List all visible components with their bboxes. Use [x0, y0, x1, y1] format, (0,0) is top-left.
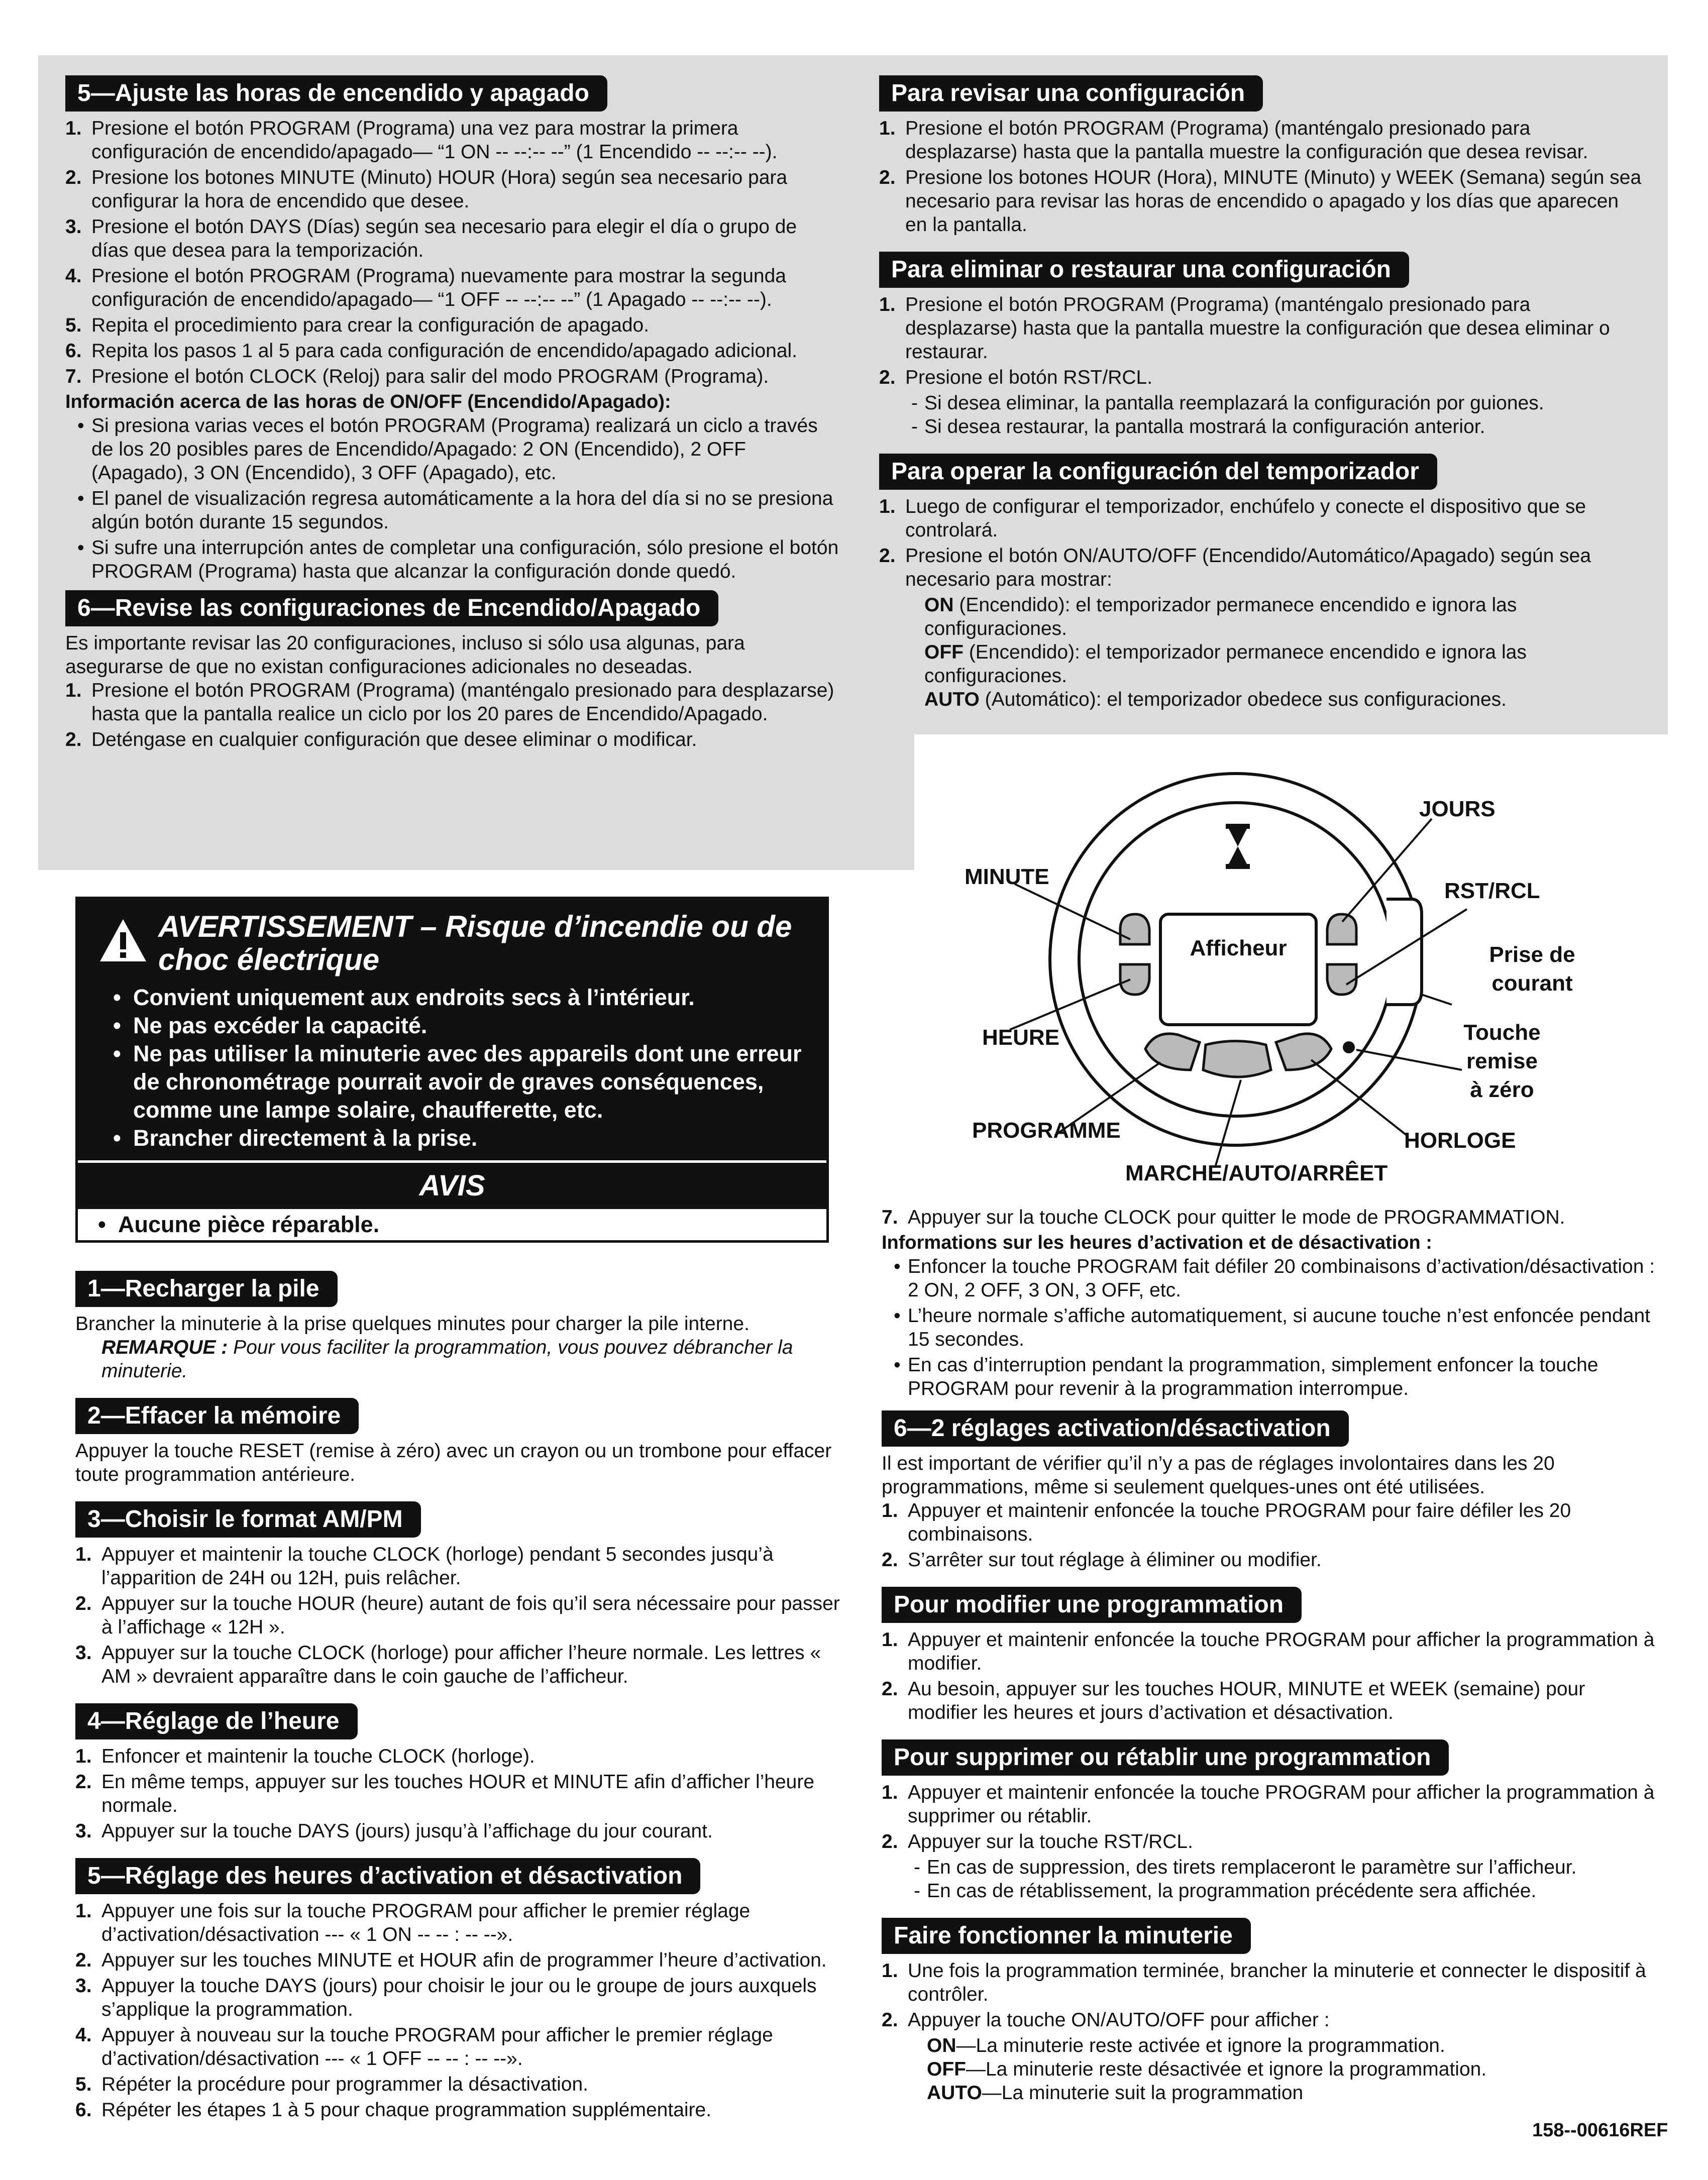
fr-s5-info-heading: Informations sur les heures d’activation et de désactivation : — [882, 1232, 1432, 1253]
list-item: 3. Appuyer la touche DAYS (jours) pour choisir le jour ou le groupe de jours auxquels s’applique la programmation. — [75, 1975, 817, 2020]
list-item: 3. Presione el botón DAYS (Días) según sea necesario para elegir el día o grupo de días que desea para la temporización. — [65, 216, 797, 261]
list-item: 2. En même temps, appuyer sur les touches HOUR et MINUTE afin d’afficher l’heure normale. — [75, 1771, 815, 1816]
notice-item: • Aucune pièce réparable. — [78, 1209, 826, 1240]
es-delete-heading: Para eliminar o restaurar una configuración — [879, 252, 1409, 288]
fr-s3-steps — [75, 1543, 844, 1688]
list-item: 2. Presione el botón ON/AUTO/OFF (Encendido/Automático/Apagado) según sea necesario para mostrar: — [879, 545, 1591, 590]
list-item: 1. Appuyer une fois sur la touche PROGRAM pour afficher le premier réglage d’activation/désactivation --- « 1 ON -- -- : -- --». — [75, 1900, 751, 1945]
mode-line: ON—La minuterie reste activée et ignore la programmation. — [927, 2035, 1445, 2056]
list-item: 4. Appuyer à nouveau sur la touche PROGRAM pour afficher le premier réglage d’activation/désactivation --- « 1 OFF -- -- : -- --». — [75, 2024, 773, 2069]
list-item: 1. Presione el botón PROGRAM (Programa) (manténgalo presionado para desplazarse) hasta que la pantalla muestre la configuración que desea eliminar o restaurar. — [879, 294, 1610, 363]
list-item: 6. Répéter les étapes 1 à 5 pour chaque programmation supplémentaire. — [75, 2099, 712, 2121]
list-item: • L’heure normale s’affiche automatiquement, si aucune touche n’est enfoncée pendant 15 secondes. — [882, 1304, 1655, 1351]
es-operate-steps — [879, 495, 1643, 591]
list-item: 1. Appuyer et maintenir enfoncée la touche PROGRAM pour afficher la programmation à modifier. — [882, 1629, 1655, 1674]
fr-s1-heading: 1—Recharger la pile — [75, 1271, 338, 1307]
fr-operate-steps — [882, 1959, 1655, 2032]
es-operate-heading: Para operar la configuración del temporizador — [879, 454, 1437, 490]
list-item: 6. Repita los pasos 1 al 5 para cada configuración de encendido/apagado adicional. — [65, 340, 798, 362]
es-s5-info-heading: Información acerca de las horas de ON/OFF (Encendido/Apagado): — [65, 391, 671, 412]
list-item: 1. Luego de configurar el temporizador, enchúfelo y conecte el dispositivo que se controlará. — [879, 496, 1586, 541]
list-item: 1. Appuyer et maintenir la touche CLOCK (horloge) pendant 5 secondes jusqu’à l’apparition de 24H ou 12H, puis relâcher. — [75, 1544, 774, 1589]
list-item: • Si presiona varias veces el botón PROGRAM (Programa) realizará un ciclo a través de los 20 posibles pares de Encendido/Apagado: 2 ON (Encendido), 2 OFF (Apagado), 3 ON (Encendido), 3 OFF (Apagado), etc. — [65, 414, 839, 485]
es-section-6 — [65, 590, 839, 751]
list-item: 3. Appuyer sur la touche DAYS (jours) jusqu’à l’affichage du jour courant. — [75, 1820, 713, 1842]
fr-delete-steps — [882, 1781, 1655, 1854]
list-item: • Brancher directement à la prise. — [93, 1124, 811, 1152]
fr-s6-heading: 6—2 réglages activation/désactivation — [882, 1410, 1349, 1447]
es-s6-steps — [65, 679, 839, 751]
timer-diagram — [924, 748, 1628, 1211]
list-item: 2. Appuyer sur les touches MINUTE et HOUR afin de programmer l’heure d’activation. — [75, 1949, 827, 1971]
list-item: 1. Presione el botón PROGRAM (Programa) una vez para mostrar la primera configuración de encendido/apagado— “1 ON -- --:-- --” (1 Encendido -- --:-- --). — [65, 118, 778, 163]
mode-line: OFF—La minuterie reste désactivée et ignore la programmation. — [927, 2058, 1487, 2080]
list-item: 1. Une fois la programmation terminée, brancher la minuterie et connecter le dispositif à contrôler. — [882, 1960, 1646, 2005]
fr-modify-section — [882, 1587, 1655, 1724]
mode-line: AUTO—La minuterie suit la programmation — [927, 2082, 1304, 2104]
es-s5-steps — [65, 117, 839, 388]
list-item: • En cas d’interruption pendant la programmation, simplement enfoncer la touche PROGRAM pour revenir à la programmation interrompue. — [882, 1353, 1655, 1400]
list-item: 2. Appuyer sur la touche HOUR (heure) autant de fois qu’il sera nécessaire pour passer à l’affichage « 12H ». — [75, 1593, 840, 1638]
list-item: 4. Presione el botón PROGRAM (Programa) nuevamente para mostrar la segunda configuración de encendido/apagado— “1 OFF -- --:-- --” (1 Apagado -- --:-- --). — [65, 265, 786, 310]
es-operate-section — [879, 454, 1643, 711]
display-screen — [1160, 914, 1316, 1025]
label-rst-rcl: RST/RCL — [1444, 879, 1540, 903]
label-jours: JOURS — [1419, 797, 1496, 821]
fr-s2-text: Appuyer la touche RESET (remise à zéro) avec un crayon ou un trombone pour effacer toute programmation antérieure. — [75, 1440, 832, 1485]
fr-s6-intro: Il est important de vérifier qu’il n’y a pas de réglages involontaires dans les 20 programmations, même si seulement quelques-unes ont été utilisées. — [882, 1453, 1555, 1498]
fr-s5-heading: 5—Réglage des heures d’activation et désactivation — [75, 1858, 700, 1894]
es-delete-steps — [879, 293, 1643, 389]
label-programme: PROGRAMME — [972, 1118, 1121, 1143]
mode-line: AUTO (Automático): el temporizador obedece sus configuraciones. — [924, 689, 1507, 710]
list-item: 2. Presione los botones MINUTE (Minuto) HOUR (Hora) según sea necesario para configurar la hora de encendido que desee. — [65, 167, 788, 212]
fr-modify-steps — [882, 1628, 1655, 1724]
fr-section-3 — [75, 1501, 844, 1688]
list-item: 2. Appuyer sur la touche RST/RCL. — [882, 1831, 1193, 1852]
warning-triangle-icon — [98, 917, 148, 963]
label-horloge: HORLOGE — [1404, 1128, 1516, 1153]
list-item: 2. Deténgase en cualquier configuración que desee eliminar o modificar. — [65, 729, 697, 750]
label-prise-line2: courant — [1491, 971, 1573, 996]
label-minute: MINUTE — [965, 864, 1049, 889]
fr-s5-steps — [75, 1899, 844, 2122]
list-item: - En cas de rétablissement, la programmation précédente sera affichée. — [882, 1879, 1655, 1903]
display-label: Afficheur — [1190, 936, 1287, 960]
mode-line: ON (Encendido): el temporizador permanece encendido e ignora las configuraciones. — [924, 594, 1517, 639]
fr-delete-heading: Pour supprimer ou rétablir une programmation — [882, 1739, 1449, 1776]
list-item: 3. Appuyer sur la touche CLOCK (horloge) pour afficher l’heure normale. Les lettres « AM » devraient apparaître dans le coin gauche de l’afficheur. — [75, 1642, 821, 1687]
fr-s1-remark: REMARQUE : Pour vous faciliter la programmation, vous pouvez débrancher la minuterie. — [101, 1337, 793, 1382]
list-item: - En cas de suppression, des tirets remplaceront le paramètre sur l’afficheur. — [882, 1856, 1655, 1879]
list-item: 2. S’arrêter sur tout réglage à éliminer ou modifier. — [882, 1549, 1322, 1571]
list-item: • El panel de visualización regresa automáticamente a la hora del día si no se presiona algún botón durante 15 segundos. — [65, 487, 839, 534]
fr-s3-heading: 3—Choisir le format AM/PM — [75, 1501, 421, 1538]
list-item: • Convient uniquement aux endroits secs à l’intérieur. — [93, 984, 811, 1012]
on-auto-off-button[interactable] — [1203, 1041, 1271, 1077]
es-s6-heading: 6—Revise las configuraciones de Encendido/Apagado — [65, 590, 718, 626]
fr-right-column — [882, 1206, 1655, 2120]
fr-operate-heading: Faire fonctionner la minuterie — [882, 1918, 1251, 1954]
fr-section-2 — [75, 1398, 844, 1486]
warning-header — [78, 899, 826, 984]
fr-left-column — [75, 1271, 844, 2137]
list-item: 2. Presione el botón RST/RCL. — [879, 367, 1153, 388]
list-item: 2. Appuyer la touche ON/AUTO/OFF pour afficher : — [882, 2009, 1330, 2031]
list-item: • Si sufre una interrupción antes de completar una configuración, sólo presione el botón PROGRAM (Programa) hasta que alcanzar la configuración donde quedó. — [65, 536, 839, 583]
list-item: 2. Presione los botones HOUR (Hora), MINUTE (Minuto) y WEEK (Semana) según sea necesario para revisar las horas de encendido o apagado y los días que aparecen en la pantalla. — [879, 167, 1642, 236]
es-delete-section — [879, 252, 1643, 439]
es-left-column — [65, 75, 839, 767]
notice-title: AVIS — [78, 1160, 826, 1209]
label-marche-auto-arret: MARCHE/AUTO/ARRÊET — [1125, 1161, 1388, 1185]
list-item: 1. Appuyer et maintenir enfoncée la touche PROGRAM pour afficher la programmation à supprimer ou rétablir. — [882, 1782, 1655, 1827]
fr-operate-section — [882, 1918, 1655, 2105]
list-item: 5. Répéter la procédure pour programmer la désactivation. — [75, 2074, 589, 2095]
fr-section-4 — [75, 1703, 844, 1843]
label-heure: HEURE — [982, 1025, 1060, 1050]
list-item: • Ne pas utiliser la minuterie avec des appareils dont une erreur de chronométrage pourrait avoir de graves conséquences, comme une lampe solaire, chaufferette, etc. — [93, 1040, 811, 1124]
es-review-heading: Para revisar una configuración — [879, 75, 1263, 112]
fr-s5-continued — [882, 1206, 1655, 1400]
fr-modify-heading: Pour modifier une programmation — [882, 1587, 1302, 1623]
fr-s4-heading: 4—Réglage de l’heure — [75, 1703, 358, 1739]
mode-line: OFF (Encendido): el temporizador permanece encendido e ignora las configuraciones. — [924, 641, 1527, 687]
warning-box — [75, 897, 829, 1243]
fr-s2-heading: 2—Effacer la mémoire — [75, 1398, 359, 1434]
label-prise-line1: Prise de — [1489, 942, 1575, 967]
es-right-column — [879, 75, 1643, 726]
es-review-section — [879, 75, 1643, 237]
list-item: 1. Presione el botón PROGRAM (Programa) (manténgalo presionado para desplazarse) hasta que la pantalla muestre la configuración que desea revisar. — [879, 118, 1588, 163]
fr-section-1 — [75, 1271, 844, 1383]
fr-s1-text: Brancher la minuterie à la prise quelques minutes pour charger la pile interne. — [75, 1313, 750, 1335]
fr-s4-steps — [75, 1745, 844, 1843]
list-item: - Si desea eliminar, la pantalla reemplazará la configuración por guiones. — [879, 391, 1643, 415]
label-touche-line1: Touche — [1463, 1020, 1541, 1045]
list-item: 1. Presione el botón PROGRAM (Programa) (manténgalo presionado para desplazarse) hasta que la pantalla realice un ciclo por los 20 pares de Encendido/Apagado. — [65, 680, 834, 725]
days-button[interactable] — [1327, 914, 1356, 944]
list-item: 1. Appuyer et maintenir enfoncée la touche PROGRAM pour faire défiler les 20 combinaisons. — [882, 1500, 1571, 1545]
list-item: - Si desea restaurar, la pantalla mostrará la configuración anterior. — [879, 415, 1643, 439]
es-s6-intro: Es importante revisar las 20 configuraciones, incluso si sólo usa algunas, para asegurarse de que no existan configuraciones adicionales no deseadas. — [65, 632, 745, 678]
rst-rcl-button[interactable] — [1327, 964, 1356, 995]
list-item: • Enfoncer la touche PROGRAM fait défiler 20 combinaisons d’activation/désactivation : 2 ON, 2 OFF, 3 ON, 3 OFF, etc. — [882, 1255, 1655, 1302]
document-code: 158--00616REF — [1532, 2120, 1668, 2141]
hour-button[interactable] — [1120, 964, 1149, 995]
label-touche-line3: à zéro — [1470, 1077, 1534, 1102]
list-item: 2. Au besoin, appuyer sur les touches HOUR, MINUTE et WEEK (semaine) pour modifier les heures et jours d’activation et désactivation. — [882, 1678, 1585, 1723]
es-s5-heading: 5—Ajuste las horas de encendido y apagado — [65, 75, 607, 112]
list-item: 1. Enfoncer et maintenir la touche CLOCK (horloge). — [75, 1746, 535, 1767]
minute-button[interactable] — [1120, 914, 1149, 944]
fr-section-6 — [882, 1410, 1655, 1572]
warning-title: AVERTISSEMENT – Risque d’incendie ou de choc électrique — [158, 910, 792, 976]
fr-delete-section — [882, 1739, 1655, 1903]
fr-section-5 — [75, 1858, 844, 2122]
list-item: 7. Appuyer sur la touche CLOCK pour quitter le mode de PROGRAMMATION. — [882, 1207, 1565, 1228]
list-item: 7. Presione el botón CLOCK (Reloj) para salir del modo PROGRAM (Programa). — [65, 366, 769, 387]
reset-button[interactable] — [1343, 1041, 1355, 1053]
es-review-steps — [879, 117, 1643, 237]
list-item: • Ne pas excéder la capacité. — [93, 1012, 811, 1040]
es-section-5 — [65, 75, 839, 583]
fr-s6-steps — [882, 1499, 1655, 1572]
list-item: 5. Repita el procedimiento para crear la configuración de apagado. — [65, 314, 650, 336]
warning-list — [78, 984, 826, 1160]
label-touche-line2: remise — [1466, 1049, 1538, 1073]
